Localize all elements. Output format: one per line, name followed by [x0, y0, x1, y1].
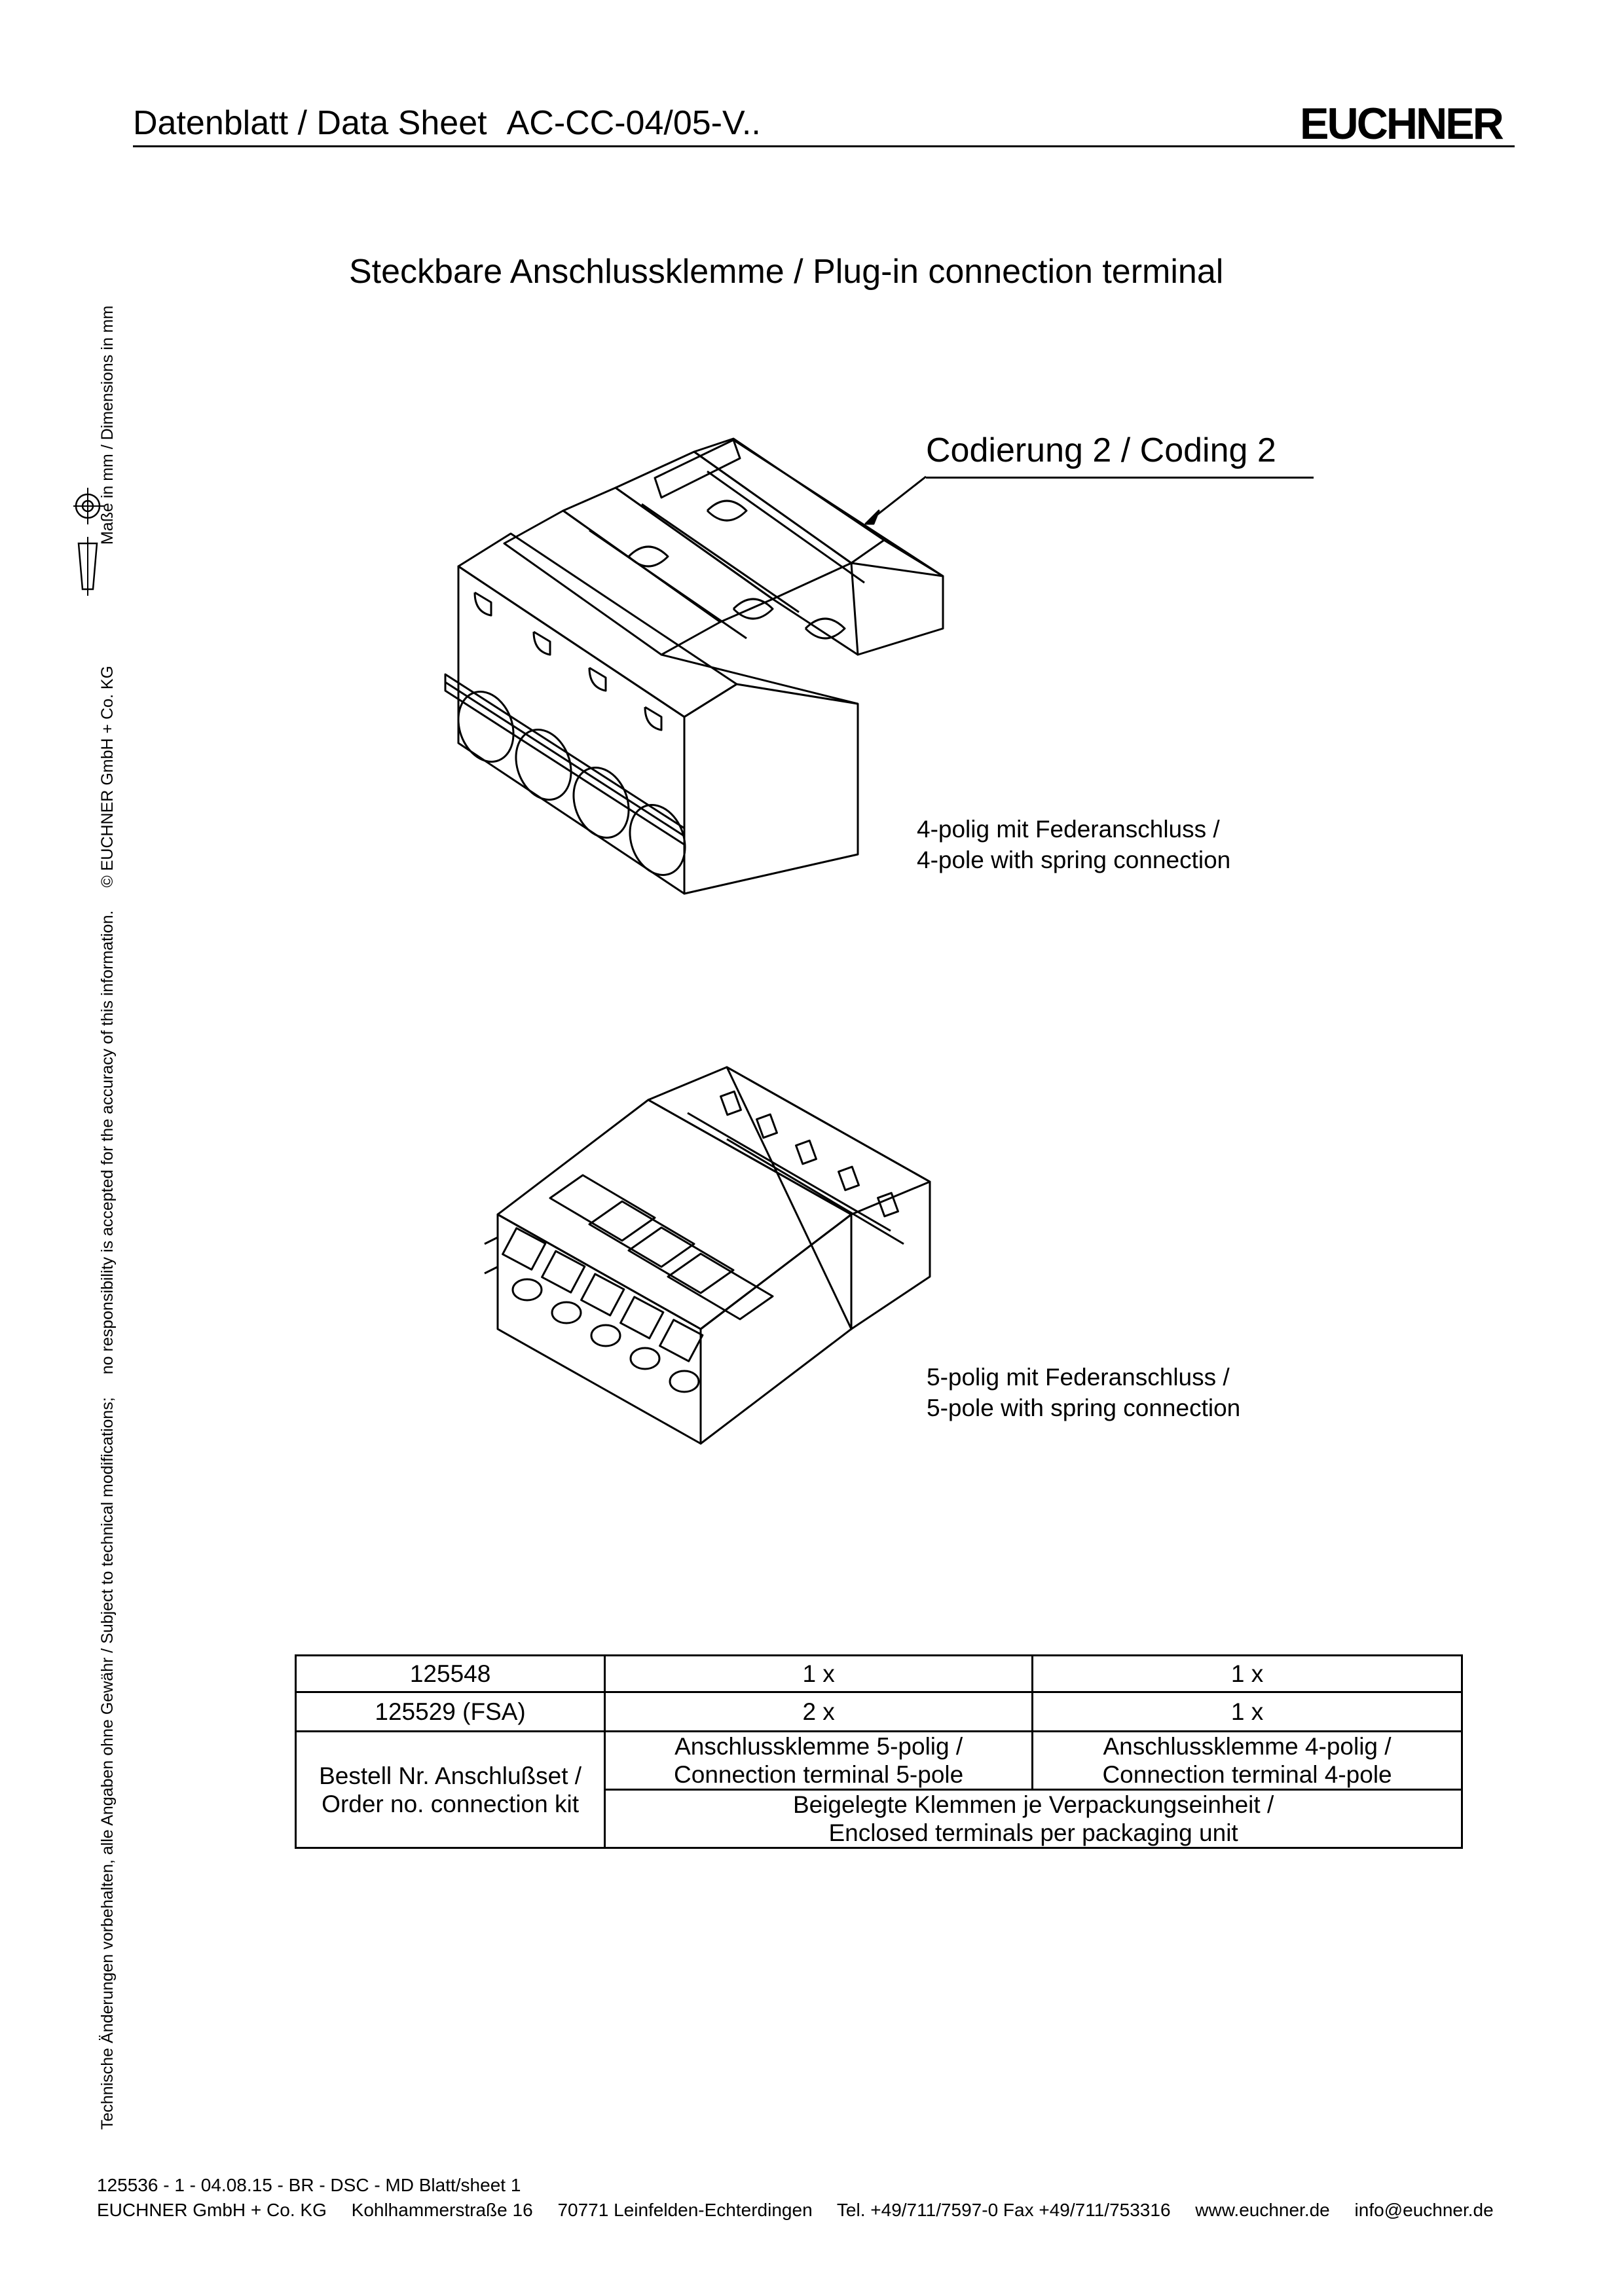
caption-5pole: [927, 1362, 1240, 1423]
footer-doc-ref: 125536 - 1 - 04.08.15 - BR - DSC - MD Blatt/sheet 1: [97, 2175, 521, 2195]
caption-4pole-de: 4-polig mit Federanschluss /: [917, 816, 1220, 843]
footer-street: Kohlhammerstraße 16: [351, 2200, 533, 2220]
product-code: AC-CC-04/05-V..: [506, 104, 761, 142]
caption-5pole-en: 5-pole with spring connection: [927, 1394, 1241, 1421]
side-text-modifications: Technische Änderungen vorbehalten, alle Angaben ohne Gewähr / Subject to technical modifications;: [98, 1397, 117, 2130]
order-table: [295, 1654, 1463, 1849]
table-cell: [1033, 1732, 1462, 1790]
col2-de: Anschlussklemme 5-polig /: [674, 1733, 963, 1760]
enclosed-de: Beigelegte Klemmen je Verpackungseinheit /: [792, 1791, 1274, 1818]
footer-company-name: EUCHNER GmbH + Co. KG: [97, 2200, 327, 2220]
col3-en: Connection terminal 4-pole: [1102, 1761, 1392, 1788]
footer-city: 70771 Leinfelden-Echterdingen: [557, 2200, 813, 2220]
table-cell: 2 x: [605, 1692, 1033, 1732]
order-label-de: Bestell Nr. Anschlußset /: [319, 1762, 582, 1789]
order-label-en: Order no. connection kit: [322, 1790, 579, 1817]
caption-5pole-de: 5-polig mit Federanschluss /: [927, 1364, 1230, 1391]
table-label-cell: [296, 1732, 605, 1848]
caption-4pole-en: 4-pole with spring connection: [917, 847, 1231, 873]
col3-de: Anschlussklemme 4-polig /: [1103, 1733, 1392, 1760]
coding-label: Codierung 2 / Coding 2: [926, 431, 1276, 469]
table-cell: 1 x: [605, 1656, 1033, 1692]
table-row: [296, 1656, 1462, 1692]
side-text-copyright: © EUCHNER GmbH + Co. KG: [98, 665, 117, 888]
enclosed-en: Enclosed terminals per packaging unit: [828, 1819, 1238, 1846]
table-cell: [605, 1790, 1462, 1848]
footer-company: [97, 2200, 1513, 2221]
section-title: Steckbare Anschlussklemme / Plug-in connection terminal: [349, 253, 1224, 291]
footer-website: www.euchner.de: [1195, 2200, 1330, 2220]
table-row: [296, 1732, 1462, 1790]
table-cell: 125548: [296, 1656, 605, 1692]
side-text-responsibility: no responsibility is accepted for the accuracy of this information.: [98, 910, 117, 1375]
euchner-logo: EUCHNER: [1300, 99, 1502, 149]
side-text-dimensions: Maße in mm / Dimensions in mm: [98, 305, 117, 545]
footer-contact: Tel. +49/711/7597-0 Fax +49/711/753316: [836, 2200, 1171, 2220]
table-cell: 1 x: [1033, 1656, 1462, 1692]
table-cell: 125529 (FSA): [296, 1692, 605, 1732]
title-text: Datenblatt / Data Sheet: [133, 104, 487, 142]
col2-en: Connection terminal 5-pole: [674, 1761, 964, 1788]
footer-email: info@euchner.de: [1354, 2200, 1494, 2220]
table-cell: 1 x: [1033, 1692, 1462, 1732]
table-cell: [605, 1732, 1033, 1790]
table-row: [296, 1692, 1462, 1732]
caption-4pole: [917, 814, 1230, 875]
